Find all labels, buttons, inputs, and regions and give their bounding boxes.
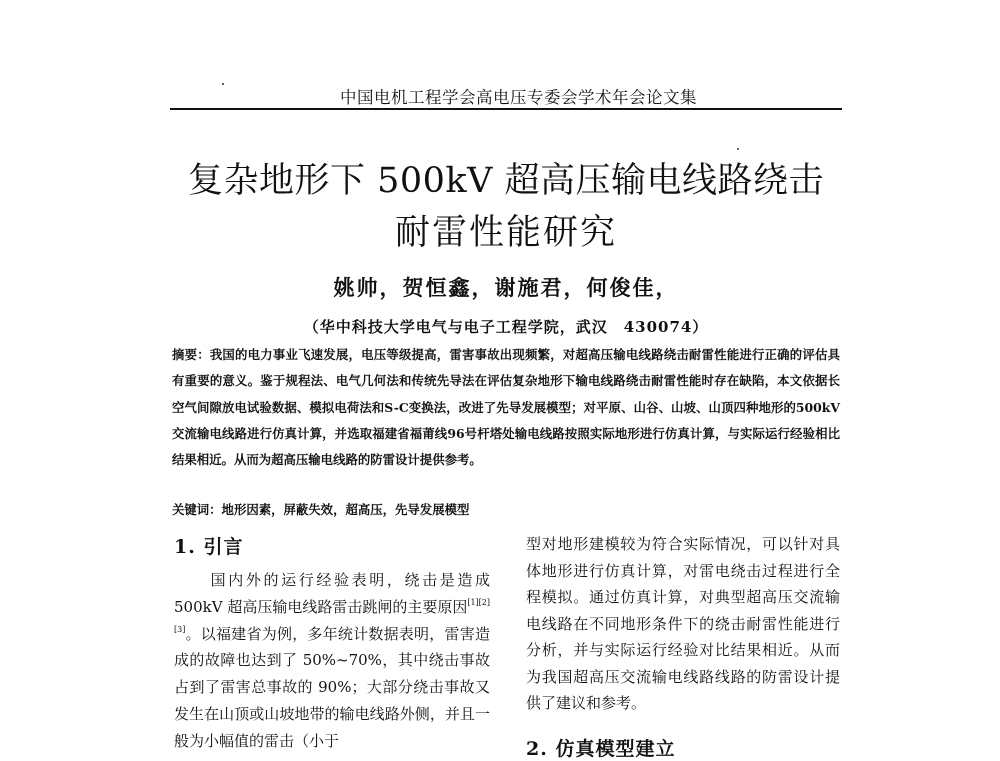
right-column-paragraph: 型对地形建模较为符合实际情况，可以针对具体地形进行仿真计算，对雷电绕击过程进行全程模拟。通过仿真计算，对典型超高压交流输电线路在不同地形条件下的绕击耐雷性能进行分析，并与实际运行经验对比结果相近。从而为我国超高压交流输电线路线路的防雷设计提供了建议和参考。 bbox=[526, 535, 840, 712]
scan-speck bbox=[737, 148, 739, 150]
citation-marker: [1][2][3] bbox=[174, 597, 490, 634]
abstract: 摘要：我国的电力事业飞速发展，电压等级提高，雷害事故出现频繁，对超高压输电线路绕击耐雷性能进行正确的评估具有重要的意义。鉴于规程法、电气几何法和传统先导法在评估复杂地形下输电线路绕击耐雷性能时存在缺陷，本文依据长空气间隙放电试验数据、模拟电荷法和S-C变换法，改进了先导发展模型；对平原、山谷、山坡、山顶四种地形的500kV交流输电线路进行仿真计算，并选取福建省福莆线96号杆塔处输电线路按照实际地形进行仿真计算，与实际运行经验相比结果相近。从而为超高压输电线路的防雷设计提供参考。 bbox=[172, 347, 840, 468]
introduction-text-part-2: 。以福建省为例，多年统计数据表明，雷害造成的故障也达到了 50%~70%，其中绕击事故占到了雷害总事故的 90%；大部分绕击事故又发生在山顶或山坡地带的输电线路外侧，并且一般为小幅值的雷击（小于 bbox=[174, 624, 490, 750]
introduction-text-part-1: 国内外的运行经验表明，绕击是造成500kV 超高压输电线路雷击跳闸的主要原因 bbox=[174, 571, 490, 616]
section-heading-introduction: 1. 引言 bbox=[174, 536, 244, 558]
affiliation: （华中科技大学电气与电子工程学院，武汉 430074） bbox=[303, 318, 709, 336]
keywords: 关键词：地形因素，屏蔽失效，超高压，先导发展模型 bbox=[172, 502, 470, 517]
author-list: 姚帅，贺恒鑫，谢施君，何俊佳， bbox=[333, 275, 679, 300]
scan-speck bbox=[222, 83, 224, 85]
header-rule bbox=[170, 108, 842, 110]
section-heading-simulation-model: 2. 仿真模型建立 bbox=[526, 738, 676, 760]
introduction-paragraph bbox=[174, 567, 490, 755]
paper-title-line-2: 耐雷性能研究 bbox=[394, 213, 617, 253]
paper-title-line-1: 复杂地形下 500kV 超高压输电线路绕击 bbox=[187, 161, 825, 201]
running-header: 中国电机工程学会高电压专委会学术年会论文集 bbox=[340, 88, 697, 107]
